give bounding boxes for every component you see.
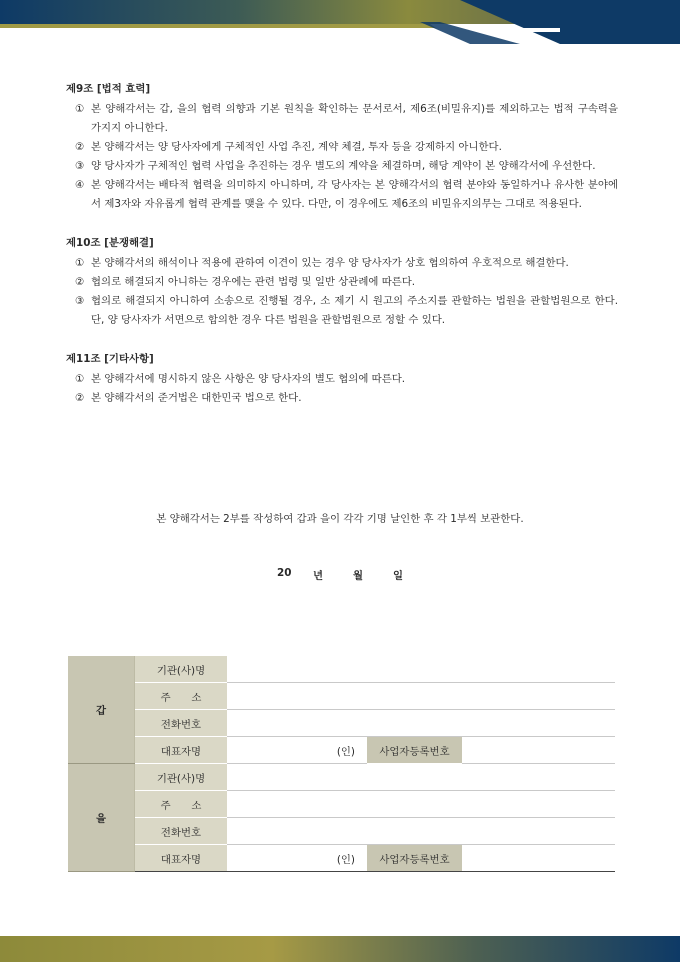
item-text: 본 양해각서는 양 당사자에게 구체적인 사업 추진, 계약 체결, 투자 등을 강제하지 아니한다. [91, 141, 502, 153]
article-item [66, 157, 618, 176]
phone-label: 전화번호 [135, 818, 228, 845]
representative-label: 대표자명 [135, 845, 228, 872]
table-row [68, 737, 615, 764]
date-month-label: 월 [353, 570, 364, 582]
item-text: 본 양해각서에 명시하지 않은 사항은 양 당사자의 별도 협의에 따른다. [91, 373, 406, 385]
date-year-label: 년 [313, 570, 324, 582]
item-number: ③ [75, 160, 85, 172]
representative-label: 대표자명 [135, 737, 228, 764]
articles-section [66, 80, 618, 428]
phone-field[interactable] [227, 710, 615, 737]
org-name-label: 기관(사)명 [135, 764, 228, 791]
item-text: 협의로 해결되지 아니하는 경우에는 관련 법령 및 일반 상관례에 따른다. [91, 276, 416, 288]
article-title: 제10조 [분쟁해결] [66, 237, 154, 249]
article-item [66, 273, 618, 292]
item-number: ① [75, 373, 85, 385]
business-number-field[interactable] [462, 845, 615, 872]
table-row [68, 791, 615, 818]
article-9 [66, 80, 618, 214]
header-banner [0, 0, 680, 44]
closing-statement: 본 양해각서는 2부를 작성하여 갑과 을이 각각 기명 날인한 후 각 1부씩 보관한다. [156, 513, 524, 525]
item-number: ③ [75, 295, 85, 307]
article-item [66, 100, 618, 138]
table-row [68, 710, 615, 737]
article-item [66, 370, 618, 389]
item-text: 본 양해각서는 배타적 협력을 의미하지 아니하며, 각 당사자는 본 양해각서의 협력 분야와 동일하거나 유사한 분야에서 제3자와 자유롭게 협력 관계를 맺을 수 있다. 다만, 이 경우에도 제6조의 비밀유지의무는 그대로 적용된다. [91, 179, 618, 210]
article-title: 제9조 [법적 효력] [66, 83, 151, 95]
item-text: 양 당사자가 구체적인 협력 사업을 추진하는 경우 별도의 계약을 체결하며, 해당 계약이 본 양해각서에 우선한다. [91, 160, 596, 172]
article-11 [66, 350, 618, 408]
item-text: 본 양해각서는 갑, 을의 협력 의향과 기본 원칙을 확인하는 문서로서, 제6조(비밀유지)를 제외하고는 법적 구속력을 가지지 아니한다. [91, 103, 618, 134]
seal-mark: (인) [227, 737, 367, 764]
article-item [66, 292, 618, 330]
item-text: 협의로 해결되지 아니하여 소송으로 진행될 경우, 소 제기 시 원고의 주소지를 관할하는 법원을 관할법원으로 한다. 단, 양 당사자가 서면으로 합의한 경우 다른 법원을 관할법원으로 정할 수 있다. [91, 295, 618, 326]
party-gap: 갑 [68, 656, 135, 764]
article-item [66, 176, 618, 214]
item-text: 본 양해각서의 준거법은 대한민국 법으로 한다. [91, 392, 302, 404]
address-field[interactable] [227, 683, 615, 710]
footer-banner [0, 936, 680, 962]
item-number: ④ [75, 179, 85, 191]
business-number-label: 사업자등록번호 [367, 845, 462, 872]
business-number-label: 사업자등록번호 [367, 737, 462, 764]
signature-table [68, 656, 615, 872]
article-title: 제11조 [기타사항] [66, 353, 154, 365]
article-item [66, 254, 618, 273]
table-row [68, 683, 615, 710]
article-item [66, 138, 618, 157]
business-number-field[interactable] [462, 737, 615, 764]
address-label: 주 소 [135, 683, 228, 710]
seal-mark: (인) [227, 845, 367, 872]
item-text: 본 양해각서의 해석이나 적용에 관하여 이견이 있는 경우 양 당사자가 상호 협의하여 우호적으로 해결한다. [91, 257, 569, 269]
table-row [68, 656, 615, 683]
date-year: 20 [277, 567, 292, 579]
article-10 [66, 234, 618, 330]
address-field[interactable] [227, 791, 615, 818]
org-name-field[interactable] [227, 764, 615, 791]
article-item [66, 389, 618, 408]
table-row [68, 764, 615, 791]
item-number: ① [75, 257, 85, 269]
item-number: ② [75, 276, 85, 288]
party-eul: 을 [68, 764, 135, 872]
phone-label: 전화번호 [135, 710, 228, 737]
item-number: ② [75, 141, 85, 153]
table-row [68, 818, 615, 845]
date-day-label: 일 [393, 570, 404, 582]
table-row [68, 845, 615, 872]
item-number: ① [75, 103, 85, 115]
address-label: 주 소 [135, 791, 228, 818]
item-number: ② [75, 392, 85, 404]
phone-field[interactable] [227, 818, 615, 845]
org-name-field[interactable] [227, 656, 615, 683]
org-name-label: 기관(사)명 [135, 656, 228, 683]
